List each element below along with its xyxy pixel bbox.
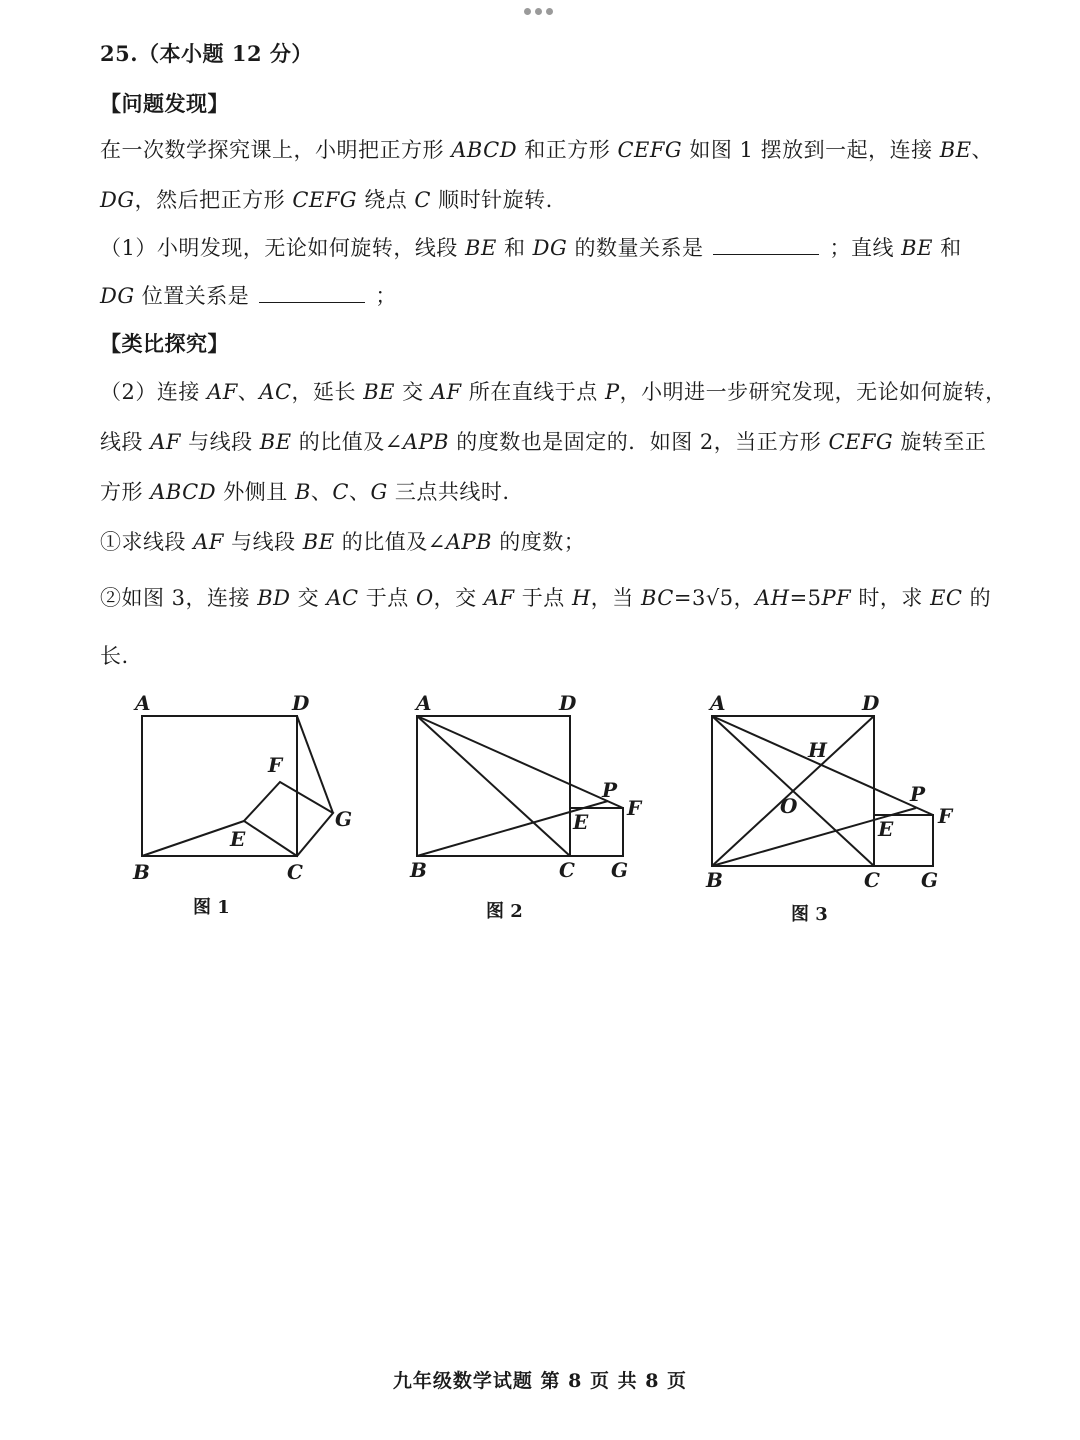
- var: AF: [207, 380, 238, 404]
- var: BE: [901, 236, 933, 260]
- intro-line-1: [100, 134, 993, 164]
- var: ABCD: [451, 138, 518, 162]
- var: CEFG: [828, 430, 894, 454]
- var: ABCD: [150, 480, 217, 504]
- text: =5: [789, 586, 822, 610]
- text: 旋转至正: [893, 430, 987, 454]
- section-problem-discovery: 【问题发现】: [100, 91, 229, 116]
- page-footer: 九年级数学试题 第 8 页 共 8 页: [392, 1370, 688, 1392]
- figures: [0, 685, 1080, 935]
- text: （1）小明发现，无论如何旋转，线段: [100, 236, 466, 260]
- text: ，延长: [291, 380, 364, 404]
- text: 外侧且: [216, 480, 295, 504]
- var: BE: [302, 530, 335, 554]
- answer-blank-quantity[interactable]: [713, 236, 819, 255]
- sub-question-2: [100, 582, 991, 612]
- text: 于点: [514, 586, 572, 610]
- fig2-caption: 图 2: [486, 901, 523, 922]
- fig1-square-abcd: [142, 716, 297, 856]
- text: 绕点: [357, 188, 415, 212]
- fig1-segment-dg: [297, 716, 333, 813]
- var: AC: [259, 380, 292, 404]
- text: 和: [932, 236, 962, 260]
- fig3-label-d: D: [862, 691, 880, 715]
- var: BE: [465, 236, 497, 260]
- var: APB: [402, 430, 450, 454]
- fig3-label-b: B: [706, 868, 723, 892]
- var: P: [604, 380, 620, 404]
- fig2-label-p: P: [602, 778, 618, 802]
- fig2-label-a: A: [416, 691, 432, 715]
- q2-line-2: [100, 426, 986, 456]
- var: AH: [755, 586, 790, 610]
- fig2-label-f: F: [627, 796, 642, 820]
- var: CEFG: [617, 138, 683, 162]
- text: 的度数也是固定的．如图 2，当正方形: [449, 430, 829, 454]
- var: AF: [193, 530, 224, 554]
- text: 在一次数学探究课上，小明把正方形: [100, 138, 452, 162]
- text: ，然后把正方形: [134, 188, 293, 212]
- fig1-segment-be: [142, 821, 244, 856]
- var: AC: [326, 586, 359, 610]
- text: 三点共线时.: [387, 480, 510, 504]
- fig1-label-c: C: [287, 860, 303, 884]
- text: 和正方形: [517, 138, 618, 162]
- fig1-caption: 图 1: [193, 897, 230, 918]
- var: AF: [150, 430, 181, 454]
- fig3-label-o: O: [780, 794, 798, 818]
- text: 的比值及∠: [334, 530, 446, 554]
- var: DG: [100, 188, 135, 212]
- var: AF: [430, 380, 462, 404]
- fig3-label-f: F: [938, 804, 953, 828]
- var: C: [414, 188, 431, 212]
- var: C: [332, 480, 349, 504]
- dot: [524, 8, 531, 15]
- text: 如图 1 摆放到一起，连接: [682, 138, 940, 162]
- fig2-label-e: E: [573, 810, 589, 834]
- fig1-label-f: F: [268, 753, 283, 777]
- fig2-label-b: B: [410, 858, 427, 882]
- text: 线段: [100, 430, 151, 454]
- sub-question-1: [100, 526, 585, 556]
- fig1-label-e: E: [230, 827, 246, 851]
- fig1-label-b: B: [133, 860, 150, 884]
- fig2-label-d: D: [559, 691, 577, 715]
- fig3-label-h: H: [808, 738, 827, 762]
- var: BE: [259, 430, 292, 454]
- text: 时，求: [851, 586, 931, 610]
- fig1-label-d: D: [292, 691, 310, 715]
- text: ；直线: [829, 236, 902, 260]
- sub-question-2-end: 长.: [100, 644, 129, 668]
- fig2-label-g: G: [611, 858, 629, 882]
- geometry-figures: [0, 685, 1080, 935]
- text: 位置关系是: [134, 284, 250, 308]
- text: =3√5，: [673, 586, 756, 610]
- fig1-label-g: G: [335, 807, 353, 831]
- question-number-title: 25.（本小题 12 分）: [100, 41, 313, 66]
- text: 的: [962, 586, 992, 610]
- fig3-label-g: G: [921, 868, 939, 892]
- q2-line-1: [100, 376, 1007, 406]
- text: 、: [348, 480, 371, 504]
- text: （2）连接: [100, 380, 208, 404]
- text: 、: [971, 138, 994, 162]
- var: O: [415, 586, 434, 610]
- answer-blank-position[interactable]: [259, 284, 365, 303]
- text: 顺时针旋转.: [431, 188, 553, 212]
- fig3-label-c: C: [864, 868, 880, 892]
- text: 与线段: [223, 530, 303, 554]
- fig2-label-c: C: [559, 858, 575, 882]
- text: 方形: [100, 480, 151, 504]
- text: 交: [394, 380, 431, 404]
- q2-line-3: [100, 476, 510, 506]
- fig3-label-p: P: [910, 782, 926, 806]
- dot: [546, 8, 553, 15]
- var: G: [370, 480, 388, 504]
- fig2-segment-af: [417, 716, 623, 808]
- text: 的度数；: [492, 530, 586, 554]
- text: ，当: [590, 586, 641, 610]
- text: ②如图 3，连接: [100, 586, 258, 610]
- figure-2-drawing: [417, 716, 623, 856]
- var: APB: [445, 530, 493, 554]
- var: BD: [257, 586, 291, 610]
- text: 的数量关系是: [567, 236, 704, 260]
- var: AF: [483, 586, 515, 610]
- fig1-square-cefg: [244, 782, 333, 856]
- dot: [535, 8, 542, 15]
- var: CEFG: [292, 188, 358, 212]
- text: 和: [496, 236, 533, 260]
- text: 交: [290, 586, 327, 610]
- text: 所在直线于点: [461, 380, 605, 404]
- top-bar: [0, 0, 1080, 26]
- var: EC: [930, 586, 963, 610]
- var: B: [294, 480, 311, 504]
- text: 与线段: [180, 430, 260, 454]
- var: BC: [640, 586, 674, 610]
- var: H: [571, 586, 591, 610]
- more-options-icon[interactable]: [524, 8, 553, 15]
- var: PF: [821, 586, 852, 610]
- fig3-label-e: E: [878, 817, 894, 841]
- var: BE: [939, 138, 972, 162]
- fig3-caption: 图 3: [791, 904, 828, 925]
- q1-line-1: [100, 232, 962, 262]
- text: 的比值及∠: [291, 430, 403, 454]
- text: ，交: [433, 586, 484, 610]
- fig3-segment-af: [712, 716, 933, 815]
- section-analogy-exploration: 【类比探究】: [100, 331, 229, 356]
- intro-line-2: [100, 184, 553, 214]
- fig1-label-a: A: [135, 691, 151, 715]
- q1-line-2: [100, 280, 397, 310]
- fig3-label-a: A: [710, 691, 726, 715]
- var: DG: [100, 284, 135, 308]
- text: ，小明进一步研究发现，无论如何旋转，: [619, 380, 1007, 404]
- text: ；: [375, 284, 397, 308]
- text: 、: [310, 480, 333, 504]
- text: 于点: [358, 586, 416, 610]
- text: ①求线段: [100, 530, 194, 554]
- var: BE: [363, 380, 395, 404]
- text: 、: [237, 380, 260, 404]
- var: DG: [532, 236, 568, 260]
